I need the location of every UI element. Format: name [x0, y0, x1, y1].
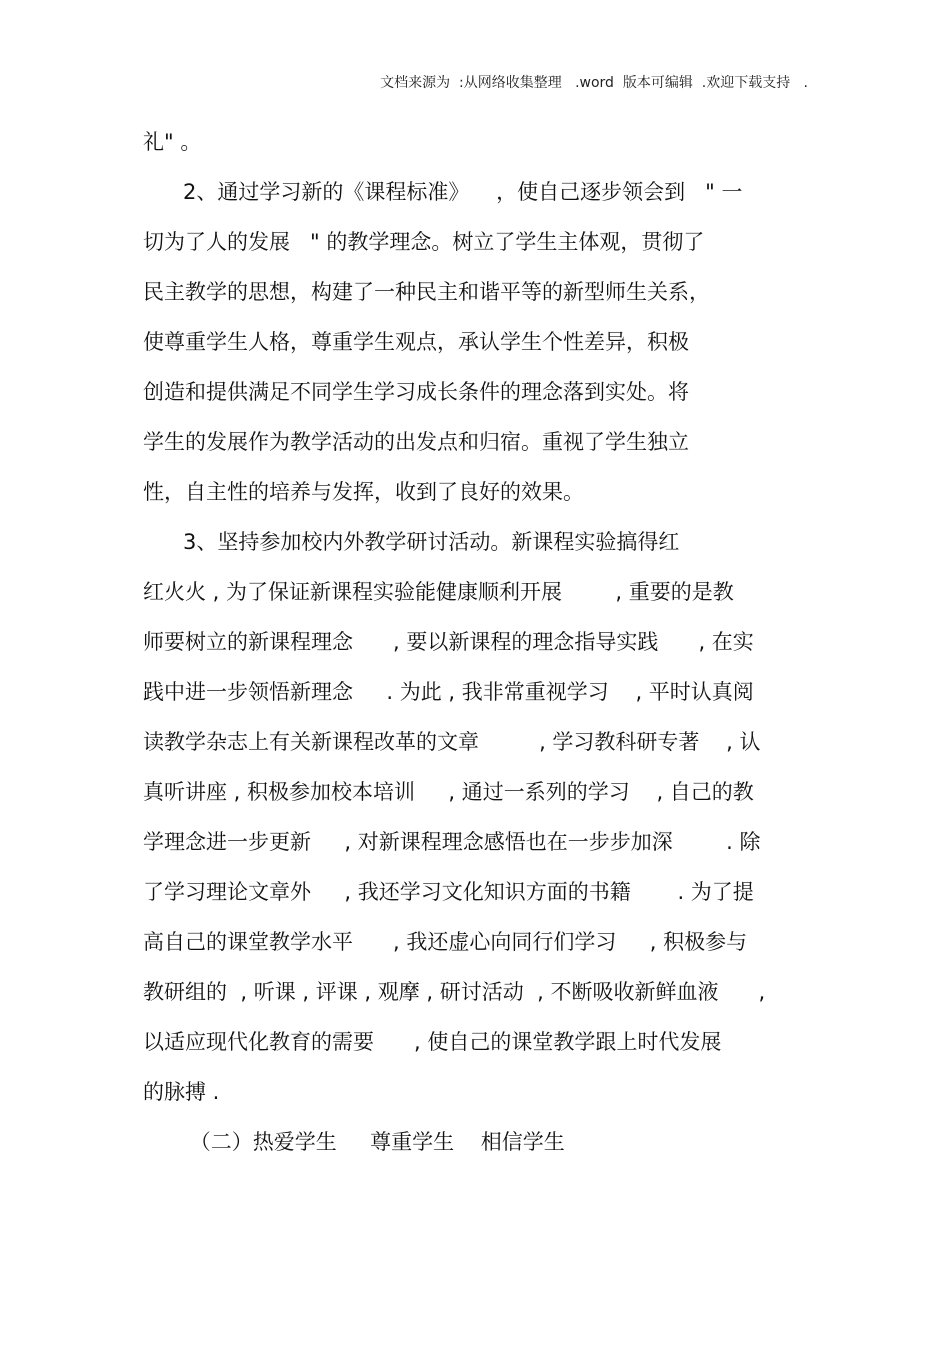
text-line-4: 民主教学的思想，构建了一种民主和谐平等的新型师生关系， — [143, 280, 710, 304]
section-heading: （二）热爱学生 尊重学生 相信学生 — [143, 1130, 565, 1154]
text-line-14: 真听讲座 , 积极参加校本培训 , 通过一系列的学习 , 自己的教 — [143, 780, 754, 804]
text-line-12: 践中进一步领悟新理念 . 为此 , 我非常重视学习 , 平时认真阅 — [143, 680, 754, 704]
text-line-10: 红火火 , 为了保证新课程实验能健康顺利开展 , 重要的是教 — [143, 580, 734, 604]
text-line-9: 3、坚持参加校内外教学研讨活动。新课程实验搞得红 — [143, 530, 680, 554]
text-line-16: 了学习理论文章外 , 我还学习文化知识方面的书籍 . 为了提 — [143, 880, 754, 904]
page-header-source-note: 文档来源为 :从网络收集整理 .word 版本可编辑 .欢迎下载支持 . — [380, 75, 808, 91]
text-line-13: 读教学杂志上有关新课程改革的文章 , 学习教科研专著 , 认 — [143, 730, 761, 754]
text-line-8: 性，自主性的培养与发挥，收到了良好的效果。 — [143, 480, 584, 504]
text-line-18: 教研组的 , 听课 , 评课 , 观摩 , 研讨活动 , 不断吸收新鲜血液 , — [143, 980, 766, 1004]
text-line-1: 礼" 。 — [143, 130, 202, 154]
text-line-15: 学理念进一步更新 , 对新课程理念感悟也在一步步加深 . 除 — [143, 830, 761, 854]
text-line-2: 2、通过学习新的《课程标准》 ，使自己逐步领会到 " 一 — [143, 180, 743, 204]
text-line-19: 以适应现代化教育的需要 , 使自己的课堂教学跟上时代发展 — [143, 1030, 722, 1054]
text-line-5: 使尊重学生人格，尊重学生观点，承认学生个性差异，积极 — [143, 330, 689, 354]
text-line-7: 学生的发展作为教学活动的出发点和归宿。重视了学生独立 — [143, 430, 689, 454]
text-line-20: 的脉搏 . — [143, 1080, 220, 1104]
text-line-11: 师要树立的新课程理念 , 要以新课程的理念指导实践 , 在实 — [143, 630, 754, 654]
text-line-6: 创造和提供满足不同学生学习成长条件的理念落到实处。将 — [143, 380, 689, 404]
text-line-17: 高自己的课堂教学水平 , 我还虚心向同行们学习 , 积极参与 — [143, 930, 748, 954]
text-line-3: 切为了人的发展 " 的教学理念。树立了学生主体观，贯彻了 — [143, 230, 705, 254]
